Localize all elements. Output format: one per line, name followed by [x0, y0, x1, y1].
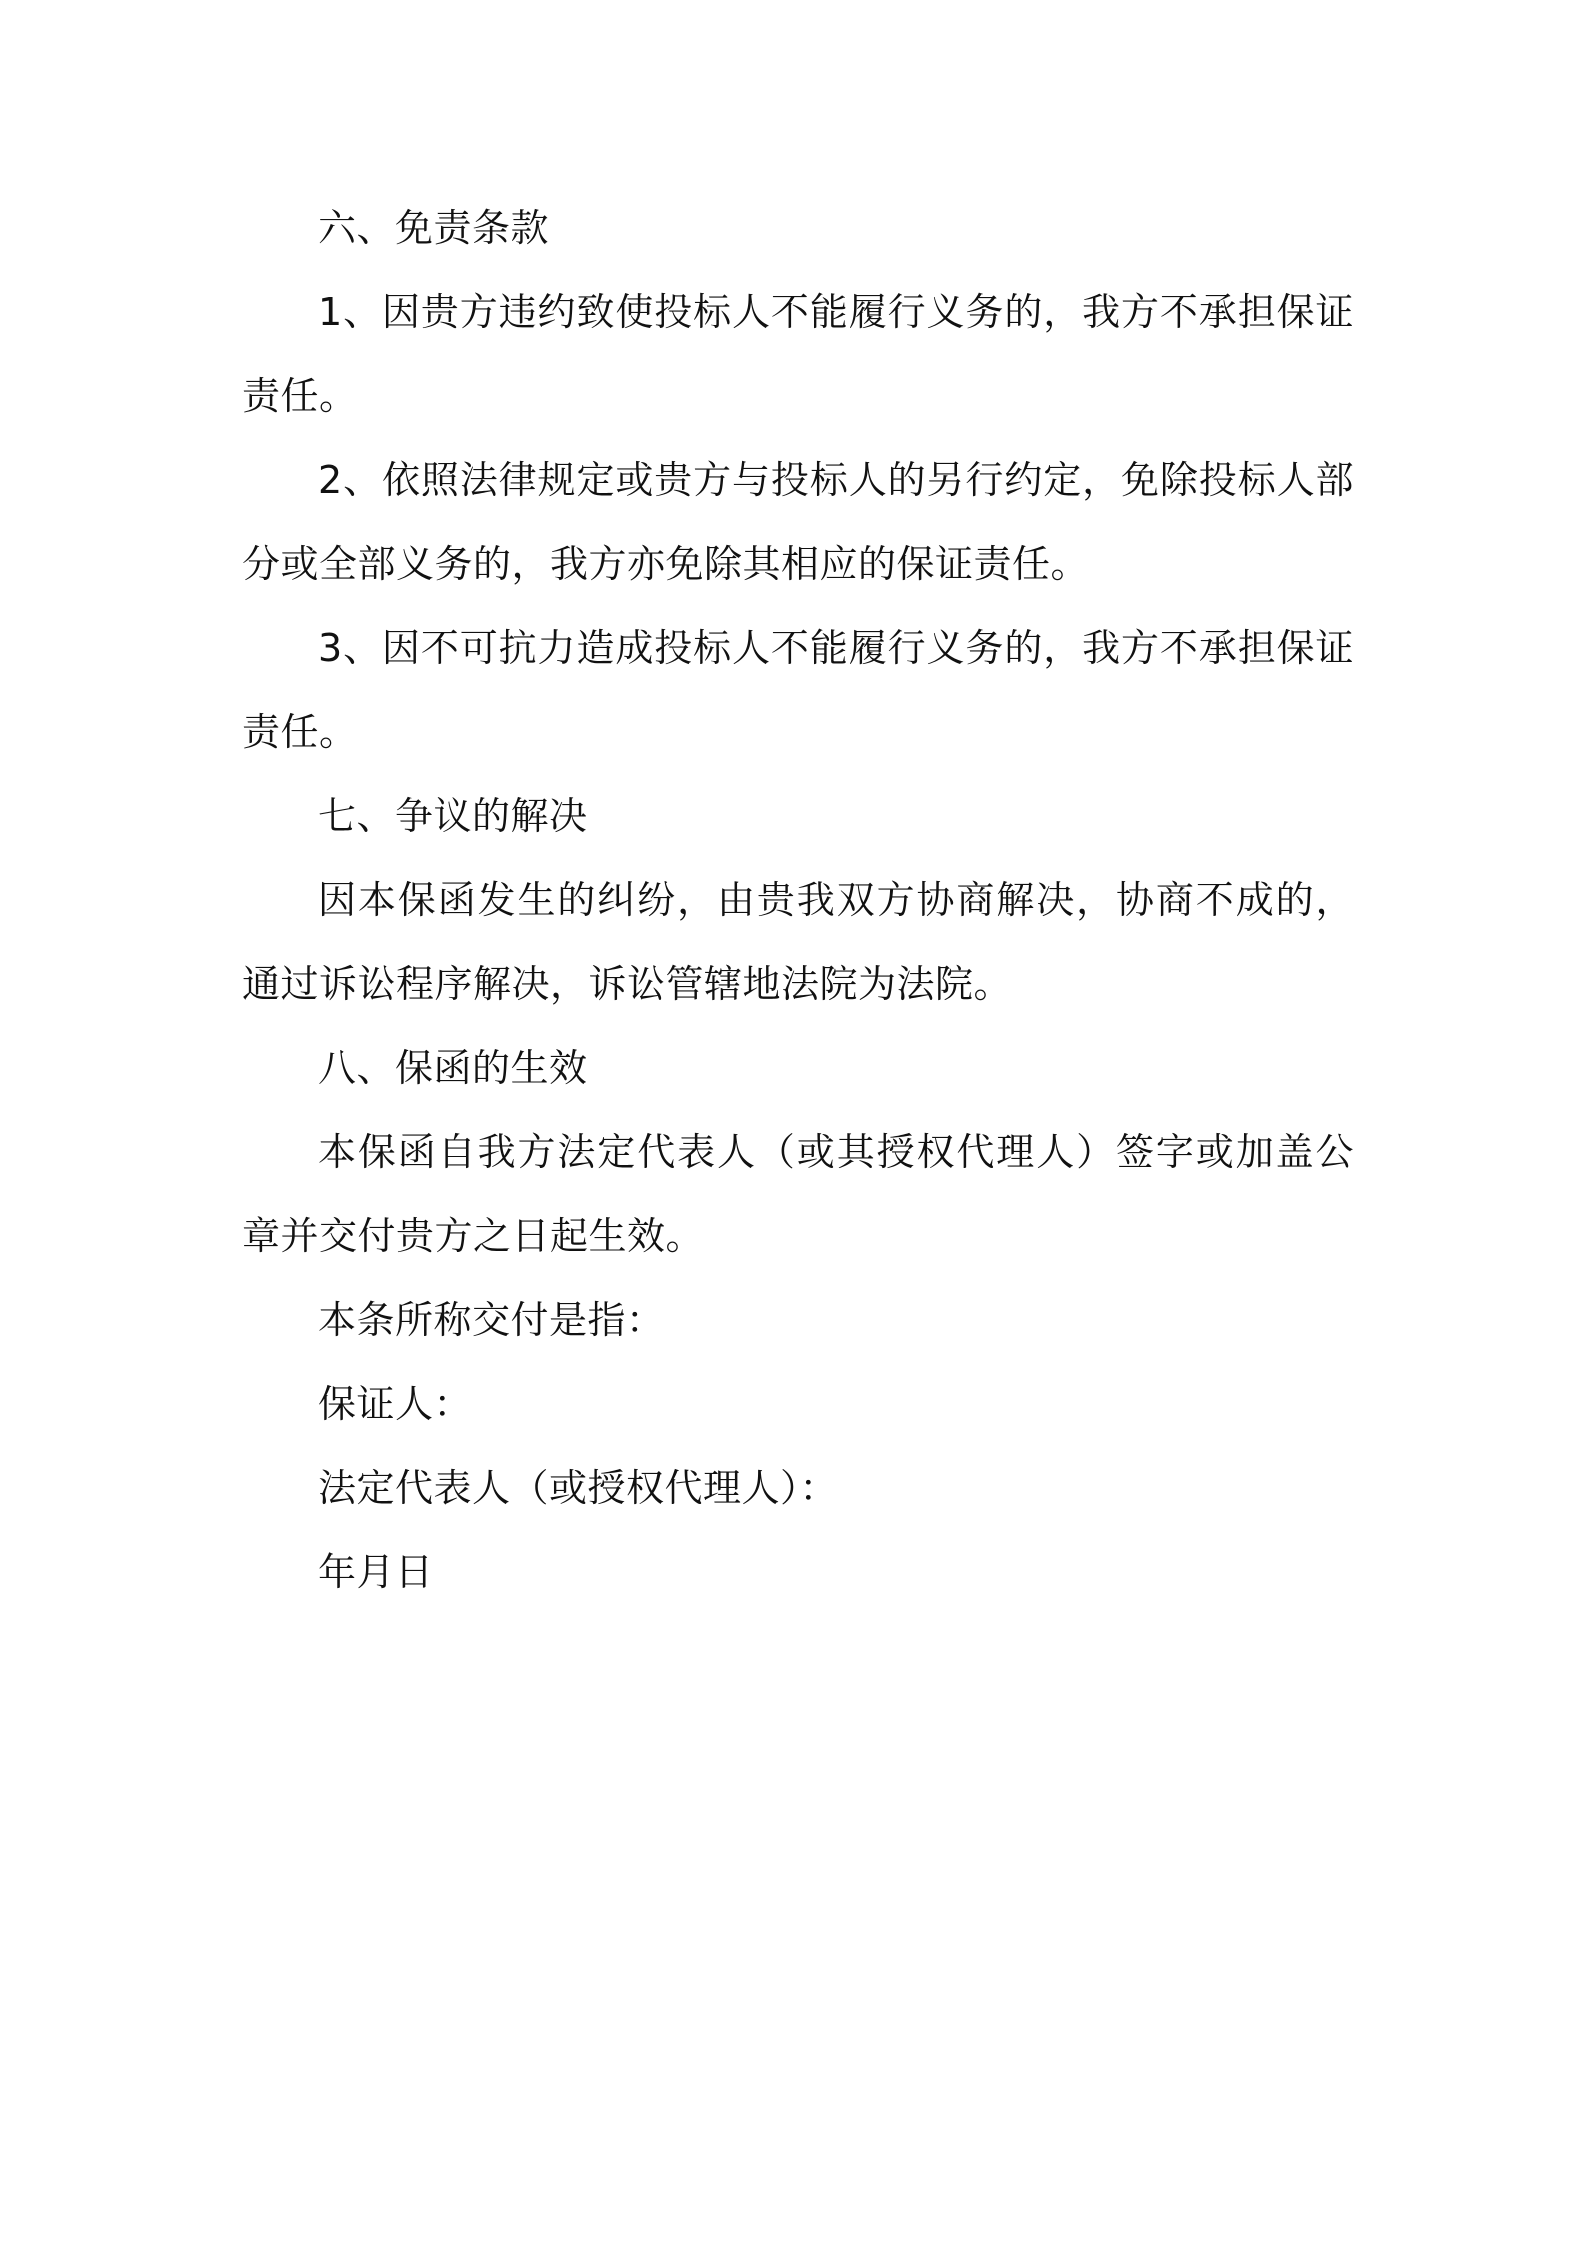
delivery-definition-label: 本条所称交付是指：: [318, 1298, 665, 1342]
guarantor-label: 保证人：: [318, 1382, 473, 1426]
clause-exemption-1: 1、因贵方违约致使投标人不能履行义务的，我方不承担保证责任。: [242, 290, 1354, 418]
clause-exemption-3: 3、因不可抗力造成投标人不能履行义务的，我方不承担保证责任。: [242, 626, 1354, 754]
date-label: 年月日: [318, 1550, 434, 1594]
section-heading-dispute: 七、争议的解决: [318, 794, 588, 838]
clause-dispute: 因本保函发生的纠纷，由贵我双方协商解决，协商不成的，通过诉讼程序解决，诉讼管辖地法院为法院。: [242, 878, 1354, 1006]
section-heading-effectiveness: 八、保函的生效: [318, 1046, 588, 1090]
document-body: [242, 186, 1354, 1614]
clause-exemption-2: 2、依照法律规定或贵方与投标人的另行约定，免除投标人部分或全部义务的，我方亦免除其相应的保证责任。: [242, 458, 1354, 586]
clause-effectiveness: 本保函自我方法定代表人（或其授权代理人）签字或加盖公章并交付贵方之日起生效。: [242, 1130, 1354, 1258]
section-heading-exemption: 六、免责条款: [318, 206, 550, 250]
legal-representative-label: 法定代表人（或授权代理人）：: [318, 1466, 839, 1510]
